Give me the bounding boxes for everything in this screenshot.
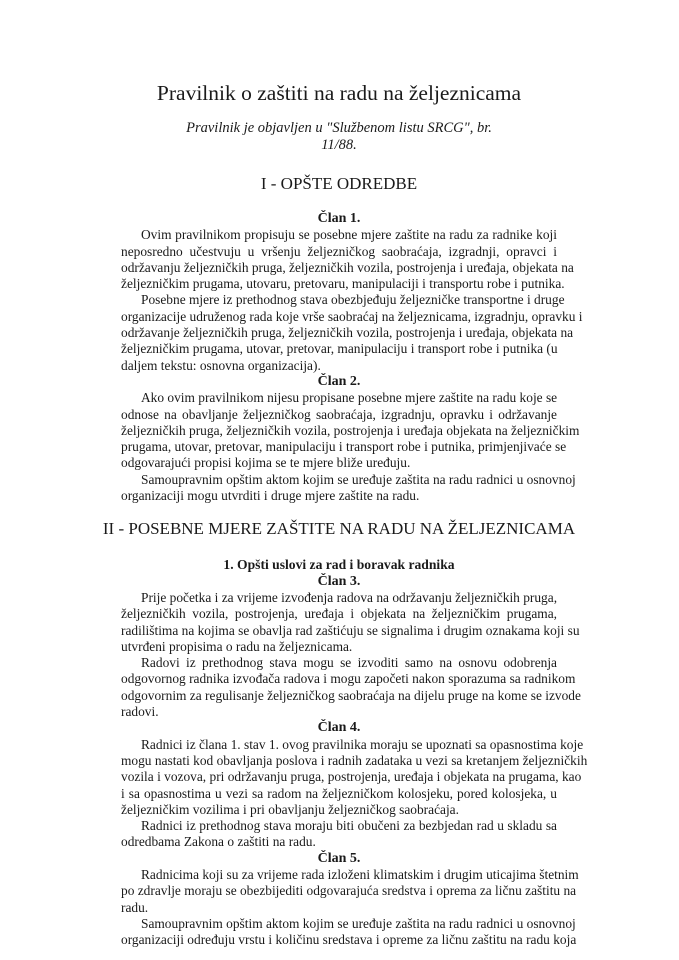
document-title: Pravilnik o zaštiti na radu na željeznicama [156, 81, 522, 105]
document-page [102, 80, 588, 948]
paragraph-line: Radnici iz prethodnog stava moraju biti obučeni za bezbjedan rad u skladu sa [141, 818, 557, 834]
section-special-measures-body [121, 557, 588, 948]
paragraph [121, 227, 574, 292]
paragraph-line: radu. [121, 899, 149, 915]
paragraph [121, 736, 588, 818]
paragraph-line: vozila i vozova, pri održavanju pruga, postrojenja, uređaja i objekata na prugama, kao [121, 769, 582, 785]
paragraph-line: organizaciji određuju vrstu i količinu sredstava i opreme za ličnu zaštitu na radu koja [121, 932, 577, 948]
paragraph [121, 915, 577, 949]
paragraph-line: organizacije udruženog rada koje vrše saobraćaj na željeznicama, izgradnju, opravku i [121, 308, 583, 324]
paragraph-line: radilištima na kojima se obavlja rad zaštićuju se signalima i drugim oznakama koji su [121, 622, 580, 638]
paragraph-line: Posebne mjere iz prethodnog stava obezbjeđuju željezničke transportne i druge [141, 292, 565, 308]
paragraph-line: održavanju željezničkih pruga, željezničkih vozila, postrojenja i uređaja, objekata na [121, 259, 574, 275]
paragraph-line: Ako ovim pravilnikom nijesu propisane posebne mjere zaštite na radu koje se [141, 390, 558, 406]
paragraph-line: organizaciji mogu utvrditi i druge mjere zaštite na radu. [121, 488, 420, 504]
section-heading-special-measures: II - POSEBNE MJERE ZAŠTITE NA RADU NA ŽELJEZNICAMA [102, 519, 576, 539]
article-heading: Član 1. [317, 211, 361, 226]
paragraph-line: odredbama Zakona o zaštiti na radu. [121, 834, 316, 850]
paragraph [121, 390, 580, 471]
paragraph-line: željezničkim prugama, utovaru, pretovaru, manipulaciji i transportu robe i putnika. [121, 276, 565, 292]
paragraph-line: Radnicima koji su za vrijeme rada izloženi klimatskim i drugim uticajima štetnim [141, 866, 579, 882]
paragraph-line: odgovornim za regulisanje željezničkog saobraćaja na dijelu pruge na kome se izvode [121, 687, 581, 703]
paragraph-line: Radovi iz prethodnog stava mogu se izvoditi samo na osnovu odobrenja [141, 655, 557, 671]
paragraph-line: odgovornog radnika izvođača radova i mogu započeti nakon sporazuma sa radnikom [121, 671, 576, 687]
publication-note [121, 120, 557, 154]
article-heading: Član 2. [317, 373, 361, 389]
publication-note-line: 11/88. [321, 137, 357, 153]
paragraph-line: željezničkih vozila, postrojenja, uređaja i objekata na željezničkim prugama, [121, 606, 557, 622]
article-heading: Član 5. [317, 850, 361, 866]
paragraph-line: prugama, utovar, pretovar, manipulaciju i transport robe i putnika, primjenjivaće se [121, 439, 567, 455]
paragraph [121, 292, 583, 373]
paragraph-line: željezničkim prugama, utovar, pretovar, manipulaciju i transport robe i putnika (u [121, 341, 558, 357]
paragraph-line: i sa opasnostima u vezi sa radom na željezničkom kolosjeku, pored kolosjeka, u [121, 785, 557, 801]
paragraph-line: željezničkim vozilima i pri obavljanju željezničkog saobraćaja. [121, 801, 459, 817]
paragraph [121, 818, 557, 851]
paragraph-line: utvrđeni propisima o radu na željeznicama. [121, 638, 353, 654]
article-heading: Član 4. [317, 720, 361, 736]
article-heading: Član 3. [317, 573, 361, 589]
paragraph-line: radovi. [121, 704, 159, 720]
paragraph-line: daljem tekstu: osnovna organizacija). [121, 357, 321, 373]
section-general-body [121, 211, 583, 504]
paragraph-line: odnose na obavljanje željezničkog saobraćaja, izgradnju, opravku i održavanje [121, 406, 557, 422]
paragraph-line: mogu nastati kod obavljanja poslova i radnih zadataka u vezi sa kretanjem željezničkih [121, 752, 588, 768]
paragraph [121, 589, 580, 655]
paragraph-line: neposredno učestvuju u vršenju željezničkog saobraćaja, izgradnji, opravci i [121, 243, 557, 259]
subsection-heading: 1. Opšti uslovi za rad i boravak radnika [223, 557, 455, 573]
paragraph-line: održavanje željezničkih pruga, željezničkih vozila, postrojenja i uređaja, objekata na [121, 325, 574, 341]
paragraph-line: odgovarajući propisi kojima se te mjere bliže uređuju. [121, 455, 411, 471]
paragraph-line: željezničkih pruga, željezničkih vozila, postrojenja i uređaja objekata na željezničkim [121, 422, 580, 438]
paragraph-line: Samoupravnim opštim aktom kojim se uređuje zaštita na radu radnici u osnovnoj [141, 915, 576, 931]
paragraph-line: po zdravlje moraju se obezbijediti odgovarajuća sredstva i oprema za ličnu zaštitu na [121, 883, 577, 899]
paragraph-line: Prije početka i za vrijeme izvođenja radova na održavanju željezničkih pruga, [141, 589, 558, 605]
paragraph [121, 866, 579, 916]
publication-note-line: Pravilnik je objavljen u "Službenom listu SRCG", br. [186, 120, 492, 136]
paragraph-line: Radnici iz člana 1. stav 1. ovog pravilnika moraju se upoznati sa opasnostima koje [141, 736, 584, 752]
section-heading-general: I - OPŠTE ODREDBE [260, 174, 418, 193]
paragraph-line: Ovim pravilnikom propisuju se posebne mjere zaštite na radu za radnike koji [141, 227, 557, 243]
paragraph [121, 655, 581, 720]
paragraph [121, 471, 576, 505]
paragraph-line: Samoupravnim opštim aktom kojim se uređuje zaštita na radu radnici u osnovnoj [141, 471, 576, 487]
